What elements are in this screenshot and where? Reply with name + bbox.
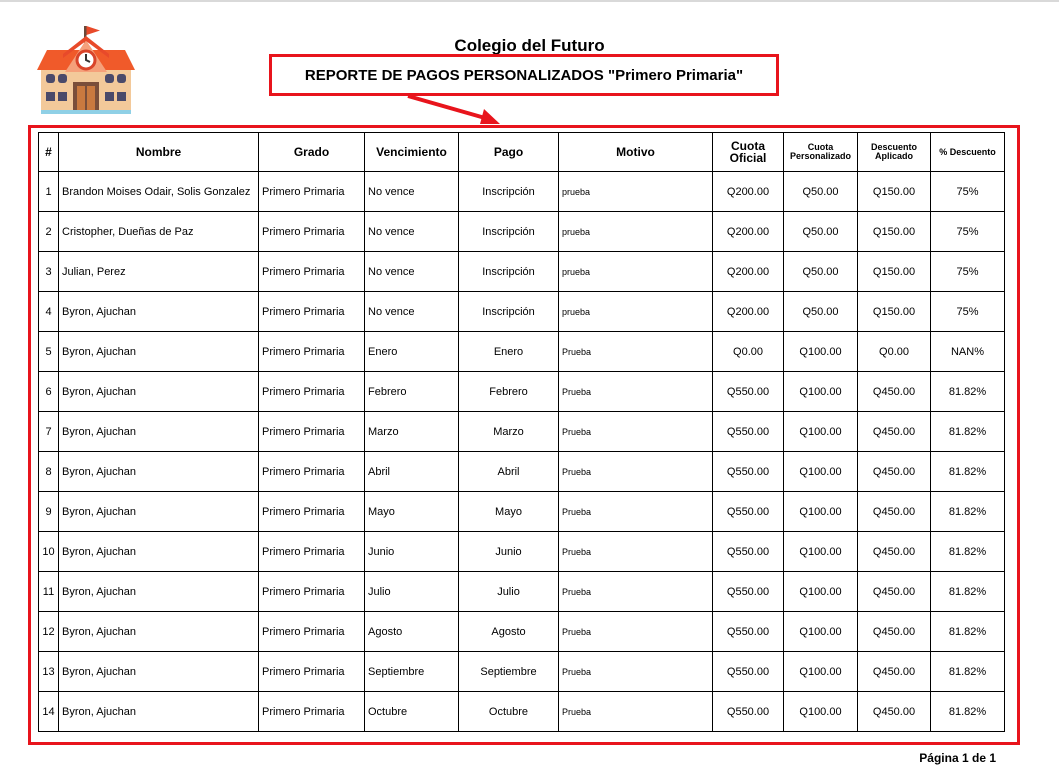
table-body [39, 172, 1005, 732]
row-nombre: Julian, Perez [59, 252, 259, 292]
row-nombre: Byron, Ajuchan [59, 452, 259, 492]
row-cuota-personalizado: Q100.00 [784, 412, 858, 452]
row-vencimiento: Junio [365, 532, 459, 572]
row-cuota-oficial: Q550.00 [713, 412, 784, 452]
row-vencimiento: Septiembre [365, 652, 459, 692]
row-cuota-oficial: Q550.00 [713, 372, 784, 412]
row-cuota-personalizado: Q100.00 [784, 612, 858, 652]
table-row [39, 652, 1005, 692]
row-pago: Inscripción [459, 172, 559, 212]
row-vencimiento: Octubre [365, 692, 459, 732]
row-number: 8 [39, 452, 59, 492]
table-row [39, 612, 1005, 652]
row-nombre: Byron, Ajuchan [59, 612, 259, 652]
row-cuota-personalizado: Q50.00 [784, 252, 858, 292]
row-descuento-aplicado: Q450.00 [858, 572, 931, 612]
row-porcentaje-descuento: 81.82% [931, 692, 1005, 732]
row-number: 13 [39, 652, 59, 692]
row-cuota-oficial: Q0.00 [713, 332, 784, 372]
row-descuento-aplicado: Q450.00 [858, 452, 931, 492]
col-header-motivo: Motivo [559, 133, 713, 172]
col-header-nombre: Nombre [59, 133, 259, 172]
table-row [39, 332, 1005, 372]
row-cuota-oficial: Q550.00 [713, 572, 784, 612]
row-porcentaje-descuento: 81.82% [931, 452, 1005, 492]
row-motivo: Prueba [559, 452, 713, 492]
row-porcentaje-descuento: 81.82% [931, 532, 1005, 572]
row-cuota-oficial: Q200.00 [713, 212, 784, 252]
row-vencimiento: Febrero [365, 372, 459, 412]
row-descuento-aplicado: Q150.00 [858, 292, 931, 332]
row-motivo: prueba [559, 292, 713, 332]
row-descuento-aplicado: Q150.00 [858, 172, 931, 212]
row-grado: Primero Primaria [259, 412, 365, 452]
row-grado: Primero Primaria [259, 252, 365, 292]
row-nombre: Byron, Ajuchan [59, 412, 259, 452]
row-porcentaje-descuento: 81.82% [931, 372, 1005, 412]
row-porcentaje-descuento: 81.82% [931, 412, 1005, 452]
row-vencimiento: No vence [365, 252, 459, 292]
table-row [39, 212, 1005, 252]
row-porcentaje-descuento: NAN% [931, 332, 1005, 372]
row-nombre: Byron, Ajuchan [59, 572, 259, 612]
row-nombre: Byron, Ajuchan [59, 332, 259, 372]
row-number: 4 [39, 292, 59, 332]
row-grado: Primero Primaria [259, 452, 365, 492]
row-cuota-oficial: Q550.00 [713, 452, 784, 492]
row-number: 5 [39, 332, 59, 372]
row-number: 10 [39, 532, 59, 572]
row-descuento-aplicado: Q450.00 [858, 412, 931, 452]
col-header-cuota-oficial: Cuota Oficial [713, 133, 784, 172]
row-pago: Inscripción [459, 212, 559, 252]
table-row [39, 292, 1005, 332]
row-nombre: Brandon Moises Odair, Solis Gonzalez [59, 172, 259, 212]
row-cuota-oficial: Q200.00 [713, 252, 784, 292]
row-number: 9 [39, 492, 59, 532]
row-cuota-personalizado: Q100.00 [784, 532, 858, 572]
row-grado: Primero Primaria [259, 372, 365, 412]
row-cuota-personalizado: Q100.00 [784, 692, 858, 732]
row-descuento-aplicado: Q450.00 [858, 612, 931, 652]
row-cuota-personalizado: Q100.00 [784, 332, 858, 372]
row-cuota-oficial: Q200.00 [713, 292, 784, 332]
row-pago: Abril [459, 452, 559, 492]
table-row [39, 172, 1005, 212]
table-row [39, 532, 1005, 572]
row-pago: Febrero [459, 372, 559, 412]
row-porcentaje-descuento: 81.82% [931, 572, 1005, 612]
row-motivo: Prueba [559, 652, 713, 692]
table-row [39, 252, 1005, 292]
row-nombre: Byron, Ajuchan [59, 492, 259, 532]
row-pago: Mayo [459, 492, 559, 532]
row-cuota-oficial: Q550.00 [713, 492, 784, 532]
row-motivo: Prueba [559, 492, 713, 532]
col-header-descuento-aplicado: Descuento Aplicado [858, 133, 931, 172]
row-descuento-aplicado: Q150.00 [858, 212, 931, 252]
row-pago: Enero [459, 332, 559, 372]
row-cuota-personalizado: Q100.00 [784, 652, 858, 692]
row-cuota-personalizado: Q100.00 [784, 572, 858, 612]
row-number: 1 [39, 172, 59, 212]
row-motivo: Prueba [559, 332, 713, 372]
row-porcentaje-descuento: 75% [931, 292, 1005, 332]
col-header-vencimiento: Vencimiento [365, 133, 459, 172]
page-number: Página 1 de 1 [919, 751, 996, 765]
row-nombre: Byron, Ajuchan [59, 372, 259, 412]
payments-table [38, 132, 1005, 732]
report-title-box [269, 54, 779, 96]
row-vencimiento: Julio [365, 572, 459, 612]
row-porcentaje-descuento: 75% [931, 172, 1005, 212]
table-row [39, 412, 1005, 452]
row-nombre: Byron, Ajuchan [59, 692, 259, 732]
row-descuento-aplicado: Q450.00 [858, 652, 931, 692]
row-vencimiento: No vence [365, 212, 459, 252]
annotation-arrow [400, 92, 510, 128]
row-motivo: Prueba [559, 692, 713, 732]
row-nombre: Byron, Ajuchan [59, 532, 259, 572]
row-descuento-aplicado: Q450.00 [858, 692, 931, 732]
row-number: 11 [39, 572, 59, 612]
row-grado: Primero Primaria [259, 332, 365, 372]
row-grado: Primero Primaria [259, 572, 365, 612]
row-cuota-personalizado: Q100.00 [784, 492, 858, 532]
row-descuento-aplicado: Q0.00 [858, 332, 931, 372]
row-cuota-oficial: Q550.00 [713, 612, 784, 652]
row-descuento-aplicado: Q450.00 [858, 532, 931, 572]
row-pago: Octubre [459, 692, 559, 732]
row-pago: Septiembre [459, 652, 559, 692]
col-header-porcentaje-descuento: % Descuento [931, 133, 1005, 172]
school-name: Colegio del Futuro [454, 36, 605, 55]
row-pago: Marzo [459, 412, 559, 452]
row-motivo: prueba [559, 252, 713, 292]
row-vencimiento: No vence [365, 292, 459, 332]
row-cuota-personalizado: Q50.00 [784, 172, 858, 212]
row-number: 2 [39, 212, 59, 252]
table-row [39, 492, 1005, 532]
row-cuota-personalizado: Q100.00 [784, 452, 858, 492]
row-grado: Primero Primaria [259, 212, 365, 252]
row-vencimiento: Agosto [365, 612, 459, 652]
row-descuento-aplicado: Q450.00 [858, 492, 931, 532]
row-grado: Primero Primaria [259, 652, 365, 692]
row-vencimiento: Marzo [365, 412, 459, 452]
col-header-pago: Pago [459, 133, 559, 172]
col-header-grado: Grado [259, 133, 365, 172]
row-grado: Primero Primaria [259, 532, 365, 572]
row-porcentaje-descuento: 75% [931, 212, 1005, 252]
row-motivo: Prueba [559, 572, 713, 612]
table-row [39, 692, 1005, 732]
row-number: 14 [39, 692, 59, 732]
row-cuota-personalizado: Q50.00 [784, 212, 858, 252]
col-header-cuota-personalizado: Cuota Personalizado [784, 133, 858, 172]
row-number: 7 [39, 412, 59, 452]
row-number: 12 [39, 612, 59, 652]
row-nombre: Byron, Ajuchan [59, 652, 259, 692]
row-porcentaje-descuento: 75% [931, 252, 1005, 292]
table-header-row [39, 133, 1005, 172]
row-cuota-personalizado: Q100.00 [784, 372, 858, 412]
row-cuota-oficial: Q200.00 [713, 172, 784, 212]
row-cuota-personalizado: Q50.00 [784, 292, 858, 332]
col-header-num: # [39, 133, 59, 172]
row-porcentaje-descuento: 81.82% [931, 652, 1005, 692]
table-row [39, 572, 1005, 612]
row-grado: Primero Primaria [259, 612, 365, 652]
row-descuento-aplicado: Q150.00 [858, 252, 931, 292]
row-pago: Junio [459, 532, 559, 572]
row-pago: Inscripción [459, 292, 559, 332]
row-grado: Primero Primaria [259, 692, 365, 732]
row-motivo: Prueba [559, 532, 713, 572]
row-vencimiento: Abril [365, 452, 459, 492]
row-cuota-oficial: Q550.00 [713, 652, 784, 692]
row-porcentaje-descuento: 81.82% [931, 492, 1005, 532]
row-grado: Primero Primaria [259, 292, 365, 332]
row-grado: Primero Primaria [259, 492, 365, 532]
row-nombre: Cristopher, Dueñas de Paz [59, 212, 259, 252]
row-porcentaje-descuento: 81.82% [931, 612, 1005, 652]
row-motivo: prueba [559, 172, 713, 212]
row-motivo: Prueba [559, 412, 713, 452]
row-nombre: Byron, Ajuchan [59, 292, 259, 332]
row-cuota-oficial: Q550.00 [713, 532, 784, 572]
row-number: 3 [39, 252, 59, 292]
row-pago: Inscripción [459, 252, 559, 292]
row-cuota-oficial: Q550.00 [713, 692, 784, 732]
row-grado: Primero Primaria [259, 172, 365, 212]
table-row [39, 372, 1005, 412]
row-descuento-aplicado: Q450.00 [858, 372, 931, 412]
row-pago: Agosto [459, 612, 559, 652]
report-title: REPORTE DE PAGOS PERSONALIZADOS "Primero Primaria" [304, 66, 744, 84]
row-vencimiento: Enero [365, 332, 459, 372]
row-motivo: Prueba [559, 612, 713, 652]
row-motivo: Prueba [559, 372, 713, 412]
row-motivo: prueba [559, 212, 713, 252]
row-number: 6 [39, 372, 59, 412]
row-pago: Julio [459, 572, 559, 612]
row-vencimiento: No vence [365, 172, 459, 212]
page-top-border [0, 0, 1059, 2]
table-row [39, 452, 1005, 492]
row-vencimiento: Mayo [365, 492, 459, 532]
